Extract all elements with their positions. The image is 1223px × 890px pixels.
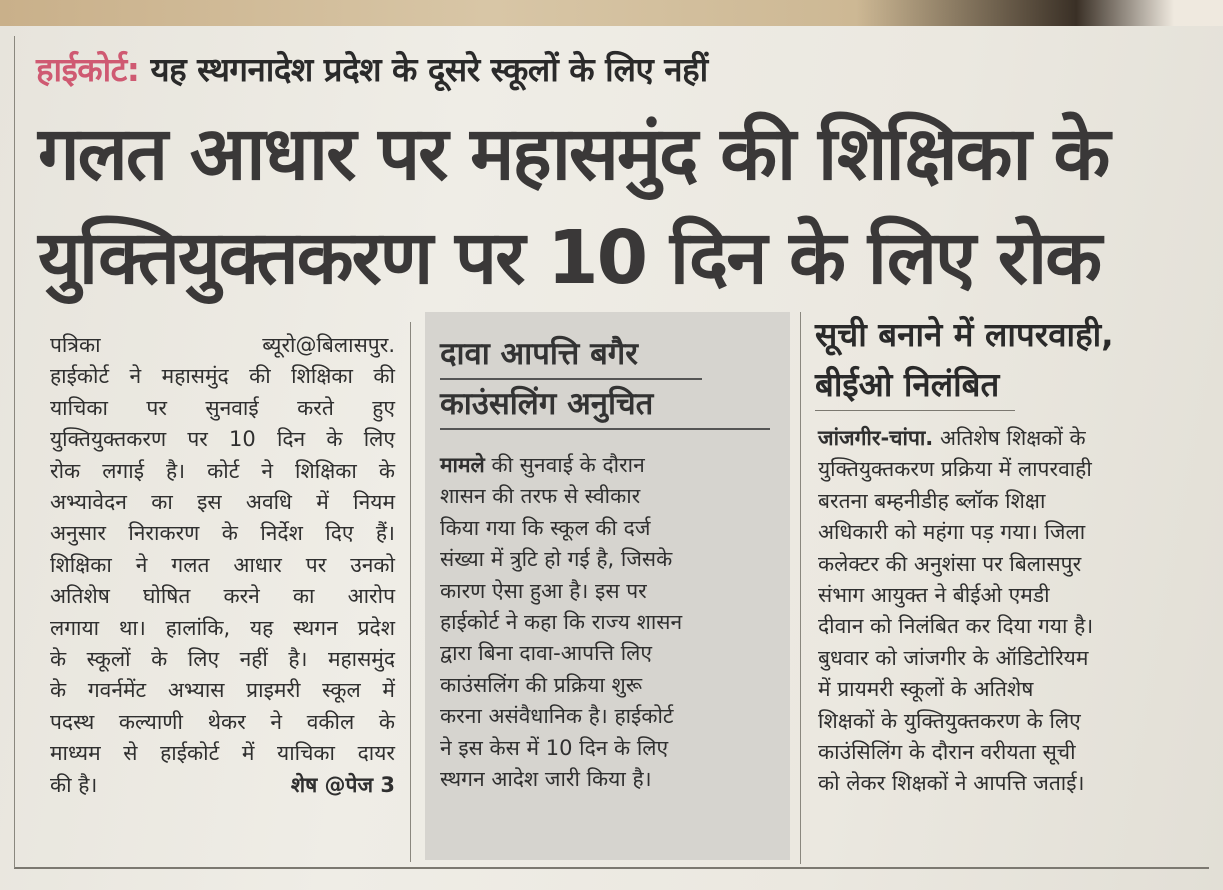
body-line: रोक लगाई है। कोर्ट ने शिक्षिका के [50,458,395,483]
body-line: कलेक्टर की अनुशंसा पर बिलासपुर [818,551,1082,576]
headline-line-2: युक्तियुक्तकरण पर 10 दिन के लिए रोक [38,215,1101,301]
source-name: पत्रिका [50,333,101,357]
body-line: की है। [50,772,98,797]
heading-rule [815,410,1015,411]
dateline: जांजगीर-चांपा. [818,426,934,450]
body-line: अभ्यावेदन का इस अवधि में नियम [50,490,395,515]
headline-line-1: गलत आधार पर महासमुंद की शिक्षिका के [38,111,1109,197]
body-line: काउंसलिंग की प्रक्रिया शुरू [440,672,643,697]
lead-word: मामले [440,453,485,477]
photo-strip [0,0,1223,26]
story-main-column [50,330,395,801]
kicker-tag: हाईकोर्ट: [36,50,140,89]
body-line: संख्या में त्रुटि हो गई है, जिसके [440,547,673,572]
body-line: पदस्थ कल्याणी थेकर ने वकील के [50,709,395,734]
body-line: ने इस केस में 10 दिन के लिए [440,735,669,760]
kicker-line [36,46,1186,91]
body-line: दीवान को निलंबित कर दिया गया है। [818,614,1094,639]
body-line: शिक्षकों के युक्तियुक्तकरण के लिए [818,708,1081,733]
body-line: युक्तियुक्तकरण पर 10 दिन के लिए [50,427,395,452]
body-line: हाईकोर्ट ने महासमुंद की शिक्षिका की [50,364,395,389]
body-line: स्थगन आदेश जारी किया है। [440,767,652,792]
column-divider [410,322,411,862]
story-main-last-line [50,770,395,801]
body-line: शिक्षिका ने गलत आधार पर उनको [50,552,395,577]
body-line: को लेकर शिक्षकों ने आपत्ति जताई। [818,771,1085,796]
sidebar-heading [440,330,785,430]
body-line: हाईकोर्ट ने कहा कि राज्य शासन [440,610,683,635]
story-side-heading-line-2: बीईओ निलंबित [815,365,1000,404]
body-line: बुधवार को जांजगीर के ऑडिटोरियम [818,645,1089,670]
kicker-text: यह स्थगनादेश प्रदेश के दूसरे स्कूलों के लिए नहीं [150,50,708,89]
bottom-rule [14,867,1209,869]
sidebar-body [440,450,770,795]
body-line: लगाया था। हालांकि, यह स्थगन प्रदेश [50,615,395,640]
body-line: में प्रायमरी स्कूलों के अतिशेष [818,677,1034,702]
headline [38,102,1198,310]
body-line: माध्यम से हाईकोर्ट में याचिका दायर [50,741,395,766]
body-line: के गवर्नमेंट अभ्यास प्राइमरी स्कूल में [50,678,395,703]
story-side-heading-line-1: सूची बनाने में लापरवाही, [815,315,1114,354]
body-line: संभाग आयुक्त ने बीईओ एमडी [818,583,1050,608]
story-side-body [818,423,1183,800]
dateline: ब्यूरो@बिलासपुर. [262,333,395,357]
body-line: याचिका पर सुनवाई करते हुए [50,395,395,420]
body-line: अधिकारी को महंगा पड़ गया। जिला [818,520,1086,545]
body-line: शासन की तरफ से स्वीकार [440,484,641,509]
body-line: बरतना बम्हनीडीह ब्लॉक शिक्षा [818,488,1046,513]
continued-label: शेष @पेज 3 [290,772,395,797]
column-divider [800,312,801,864]
body-line: कारण ऐसा हुआ है। इस पर [440,578,647,603]
left-border [14,36,15,868]
body-line: काउंसिलिंग के दौरान वरीयता सूची [818,740,1076,765]
sidebar-heading-line-1: दावा आपत्ति बगैर [440,330,702,380]
story-side-heading [815,310,1185,410]
body-line: युक्तियुक्तकरण प्रक्रिया में लापरवाही [818,457,1092,482]
body-line: किया गया कि स्कूल की दर्ज [440,515,651,540]
body-line: अनुसार निराकरण के निर्देश दिए हैं। [50,521,395,546]
body-line: अतिशेष घोषित करने का आरोप [50,584,395,609]
body-line: की सुनवाई के दौरान [491,453,645,477]
story-main-credit [50,330,395,361]
body-line: करना असंवैधानिक है। हाईकोर्ट [440,704,674,729]
body-line: द्वारा बिना दावा-आपत्ति लिए [440,641,653,666]
body-line: अतिशेष शिक्षकों के [939,426,1086,450]
sidebar-heading-line-2: काउंसलिंग अनुचित [440,380,770,430]
body-line: के स्कूलों के लिए नहीं है। महासमुंद [50,647,395,672]
